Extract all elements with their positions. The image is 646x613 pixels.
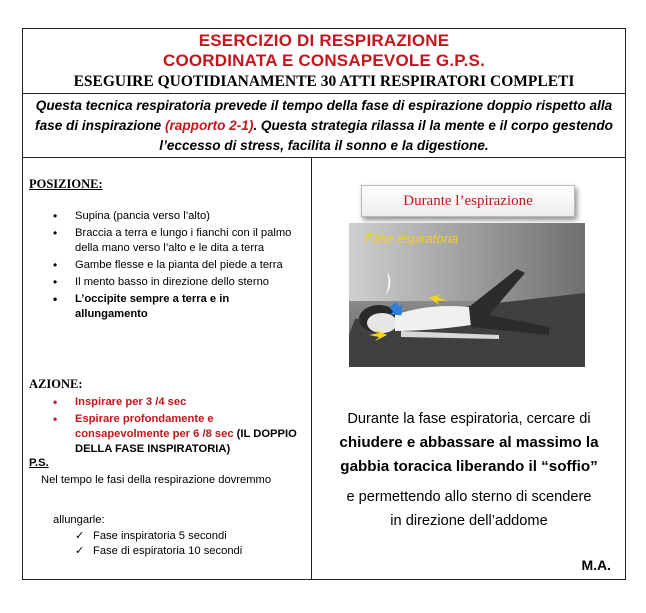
list-item: • Il mento basso in direzione dello sterno xyxy=(23,275,303,290)
face xyxy=(367,313,397,333)
list-item xyxy=(23,412,303,457)
intro-part1: Questa tecnica respiratoria prevede il tempo della fase di espirazione doppio rispetto alla fase di inspirazione xyxy=(35,98,613,133)
azione-heading: AZIONE: xyxy=(29,377,83,391)
intro-ratio: (rapporto 2-1) xyxy=(164,118,254,133)
list-item xyxy=(75,529,242,544)
desc-line1: Durante la fase espiratoria, cercare di xyxy=(347,411,591,427)
subtitle: ESEGUIRE QUOTIDIANAMENTE 30 ATTI RESPIRATORI COMPLETI xyxy=(73,73,575,90)
desc-line3: gabbia toracica liberando il “soffio” xyxy=(340,458,598,475)
desc-line5: in direzione dell’addome xyxy=(390,513,548,529)
azione-item2-black: (IL DOPPIO DELLA FASE INSPIRATORIA) xyxy=(75,428,297,455)
ps-heading: P.S. xyxy=(29,457,49,469)
banner-label: Durante l’espirazione xyxy=(361,185,575,217)
header-section xyxy=(23,29,625,158)
checkmark-icon: ✓ xyxy=(75,545,85,557)
exercise-photo xyxy=(349,223,585,367)
left-column xyxy=(23,157,312,579)
ps-checklist xyxy=(75,529,242,559)
list-item: • Braccia a terra e lungo i fianchi con il palmo della mano verso l’alto e le dita a terra xyxy=(23,226,303,256)
azione-item2-red: Espirare profondamente e consapevolmente per 6 /8 sec xyxy=(75,413,234,440)
list-item: • L’occipite sempre a terra e in allungamento xyxy=(23,292,303,322)
posizione-heading: POSIZIONE: xyxy=(29,177,103,191)
list-item xyxy=(75,544,242,559)
posizione-list xyxy=(23,209,303,324)
checkmark-icon: ✓ xyxy=(75,530,85,542)
header-divider xyxy=(23,93,625,94)
list-item: • Supina (pancia verso l’alto) xyxy=(23,209,303,224)
title-line2: COORDINATA E CONSAPEVOLE G.P.S. xyxy=(162,51,485,70)
intro-text xyxy=(27,96,621,156)
ps-line2: allungarle: xyxy=(53,514,105,526)
desc-line2: chiudere e abbassare al massimo la xyxy=(339,434,599,451)
list-item: • Inspirare per 3 /4 sec xyxy=(23,395,303,410)
right-column xyxy=(311,157,625,579)
list-item: • Gambe flesse e la pianta del piede a terra xyxy=(23,258,303,273)
check-text: Fase di espiratoria 10 secondi xyxy=(93,545,243,557)
exercise-sheet xyxy=(22,28,626,580)
title-line1: ESERCIZIO DI RESPIRAZIONE xyxy=(198,31,450,50)
photo-caption: Fase espiratoria xyxy=(365,231,459,246)
check-text: Fase inspiratoria 5 secondi xyxy=(93,530,227,542)
signature: M.A. xyxy=(581,557,611,573)
azione-list xyxy=(23,395,303,459)
ps-line1: Nel tempo le fasi della respirazione dovremmo xyxy=(41,474,272,486)
intro-part2: . Questa strategia rilassa il la mente e il corpo gestendo l’eccesso di stress, facilita il sonno e la digestione. xyxy=(159,118,613,153)
desc-line4: e permettendo allo sterno di scendere xyxy=(346,489,592,505)
